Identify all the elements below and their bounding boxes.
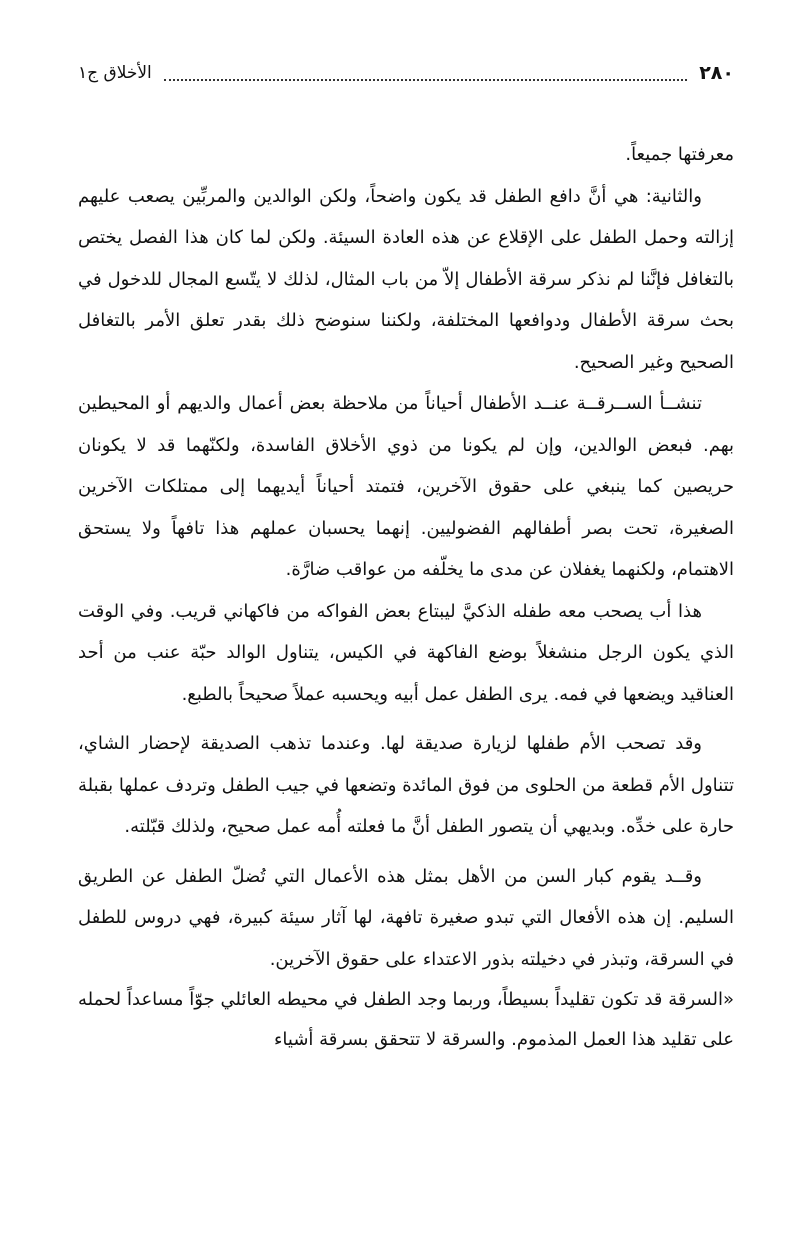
paragraph: والثانية: هي أنَّ دافع الطفل قد يكون واضحاً، ولكن الوالدين والمربِّين يصعب عليهم إزالته وحمل الطفل على الإقلاع عن هذه العادة السيئة. ولكن لما كان هذا الفصل يختص بالتغافل فإنَّنا لم نذكر سرقة الأطفال إلاّ من باب المثال، لذلك لا يتّسع المجال للدخول في بحث سرقة الأطفال ودوافعها المختلفة، ولكننا سنوضح ذلك بقدر تعلق الأمر بالتغافل الصحيح وغير الصحيح. xyxy=(78,185,734,373)
header-leader-dots xyxy=(164,65,687,81)
paragraph: وقد تصحب الأم طفلها لزيارة صديقة لها. وعندما تذهب الصديقة لإحضار الشاي، تتناول الأم قطعة من الحلوى من فوق المائدة وتضعها في جيب الطفل وتردف عملها بقبلة حارة على خدِّه. وبديهي أن يتصور الطفل أنَّ ما فعلته أُمه عمل صحيح، ولذلك قبّلته. xyxy=(78,733,734,837)
paragraph: معرفتها جميعاً. xyxy=(625,144,734,165)
page-body xyxy=(78,134,734,1060)
book-page xyxy=(78,0,734,1246)
quotation: «السرقة قد تكون تقليداً بسيطاً، وربما وجد الطفل في محيطه العائلي جوّاً مساعداً لحمله على تقليد هذا العمل المذموم. والسرقة لا تتحقق بسرقة أشياء xyxy=(78,989,734,1050)
book-title: الأخلاق ج١ xyxy=(78,63,152,83)
page-number: ٢٨٠ xyxy=(699,62,734,84)
running-header xyxy=(78,58,734,88)
paragraph: هذا أب يصحب معه طفله الذكيَّ ليبتاع بعض الفواكه من فاكهاني قريب. وفي الوقت الذي يكون الرجل منشغلاً بوضع الفاكهة في الكيس، يتناول الوالد حبّة عنب من أحد العناقيد ويضعها في فمه. يرى الطفل عمل أبيه ويحسبه عملاً صحيحاً بالطبع. xyxy=(78,600,734,705)
paragraph: وقــد يقوم كبار السن من الأهل بمثل هذه الأعمال التي تُضلّ الطفل عن الطريق السليم. إن هذه الأفعال التي تبدو صغيرة تافهة، لها آثار سيئة كبيرة، فهي دروس للطفل في السرقة، وتبذر في دخيلته بذور الاعتداء على حقوق الآخرين. xyxy=(78,865,734,970)
paragraph: تنشــأ الســرقــة عنــد الأطفال أحياناً من ملاحظة بعض أعمال والديهم أو المحيطين بهم. فبعض الوالدين، وإن لم يكونا من ذوي الأخلاق الفاسدة، ولكنّهما قد لا يكونان حريصين كما ينبغي على حقوق الآخرين، فتمتد أحياناً أيديهما إلى ممتلكات الآخرين الصغيرة، تحت بصر أطفالهم الفضوليين. إنهما يحسبان عملهم هذا تافهاً ولا يستحق الاهتمام، ولكنهما يغفلان عن مدى ما يخلّفه من عواقب ضارَّة. xyxy=(78,393,734,580)
